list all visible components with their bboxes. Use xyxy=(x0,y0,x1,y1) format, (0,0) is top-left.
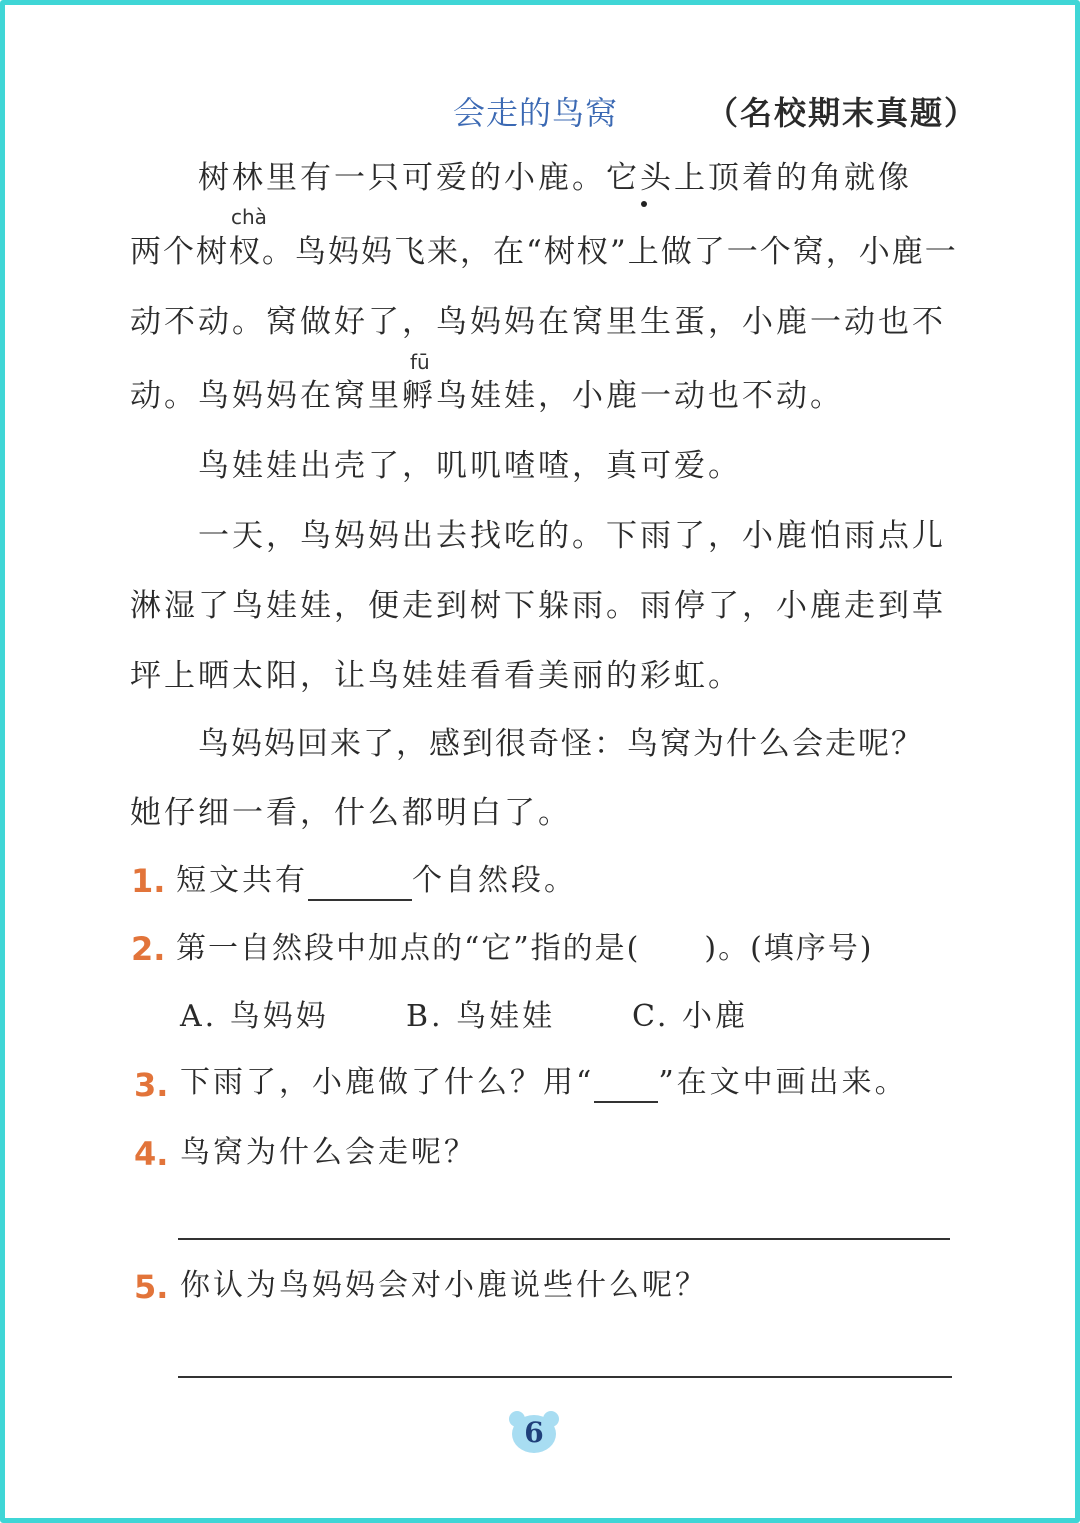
question-number: 4. xyxy=(134,1135,169,1173)
passage-line: 鸟妈妈回来了，感到很奇怪：鸟窝为什么会走呢？ xyxy=(198,726,924,762)
pinyin-annotation: fū xyxy=(410,350,430,374)
answer-line[interactable] xyxy=(178,1238,950,1240)
passage-line: 两个树杈。鸟妈妈飞来，在“树杈”上做了一个窝，小鹿一 xyxy=(130,234,958,270)
page-subtitle: （名校期末真题） xyxy=(706,94,979,132)
question-text: 第一自然段中加点的“它”指的是( )。(填序号) xyxy=(176,931,874,966)
passage-line: 鸟娃娃出壳了，叽叽喳喳，真可爱。 xyxy=(198,448,742,484)
question-text xyxy=(180,1063,908,1103)
underline-mark-sample xyxy=(594,1067,658,1103)
option-a[interactable]: A. 鸟妈妈 xyxy=(180,999,329,1034)
option-c[interactable]: C. 小鹿 xyxy=(632,999,748,1034)
passage-line: 树林里有一只可爱的小鹿。它头上顶着的角就像 xyxy=(198,160,912,196)
question-number: 5. xyxy=(134,1268,169,1306)
header xyxy=(0,88,1080,134)
question-text-after: 个自然段。 xyxy=(412,863,577,898)
passage-line: 动。鸟妈妈在窝里孵鸟娃娃，小鹿一动也不动。 xyxy=(130,378,844,414)
page-number: 6 xyxy=(524,1416,544,1449)
question-text-before: 下雨了，小鹿做了什么？用“ xyxy=(180,1065,595,1100)
question-text: 你认为鸟妈妈会对小鹿说些什么呢？ xyxy=(180,1268,708,1303)
question-text-after: ”在文中画出来。 xyxy=(658,1065,908,1100)
question-text-before: 短文共有 xyxy=(176,863,308,898)
passage-line: 动不动。窝做好了，鸟妈妈在窝里生蛋，小鹿一动也不 xyxy=(130,304,946,340)
question-number: 3. xyxy=(134,1066,169,1104)
passage-line: 坪上晒太阳，让鸟娃娃看看美丽的彩虹。 xyxy=(130,658,742,694)
page-title: 会走的鸟窝 xyxy=(453,94,619,132)
passage-line: 淋湿了鸟娃娃，便走到树下躲雨。雨停了，小鹿走到草 xyxy=(130,588,946,624)
passage-line: 她仔细一看，什么都明白了。 xyxy=(130,795,572,831)
question-text xyxy=(176,861,577,901)
page-number-badge xyxy=(508,1408,560,1454)
question-text: 鸟窝为什么会走呢？ xyxy=(180,1135,477,1170)
question-number: 1. xyxy=(131,862,166,900)
option-b[interactable]: B. 鸟娃娃 xyxy=(406,999,556,1034)
answer-blank[interactable] xyxy=(308,865,412,901)
passage-line: 一天，鸟妈妈出去找吃的。下雨了，小鹿怕雨点儿 xyxy=(198,518,946,554)
question-number: 2. xyxy=(131,930,166,968)
answer-line[interactable] xyxy=(178,1376,952,1378)
emphasis-dot xyxy=(641,201,647,207)
pinyin-annotation: chà xyxy=(231,205,267,229)
